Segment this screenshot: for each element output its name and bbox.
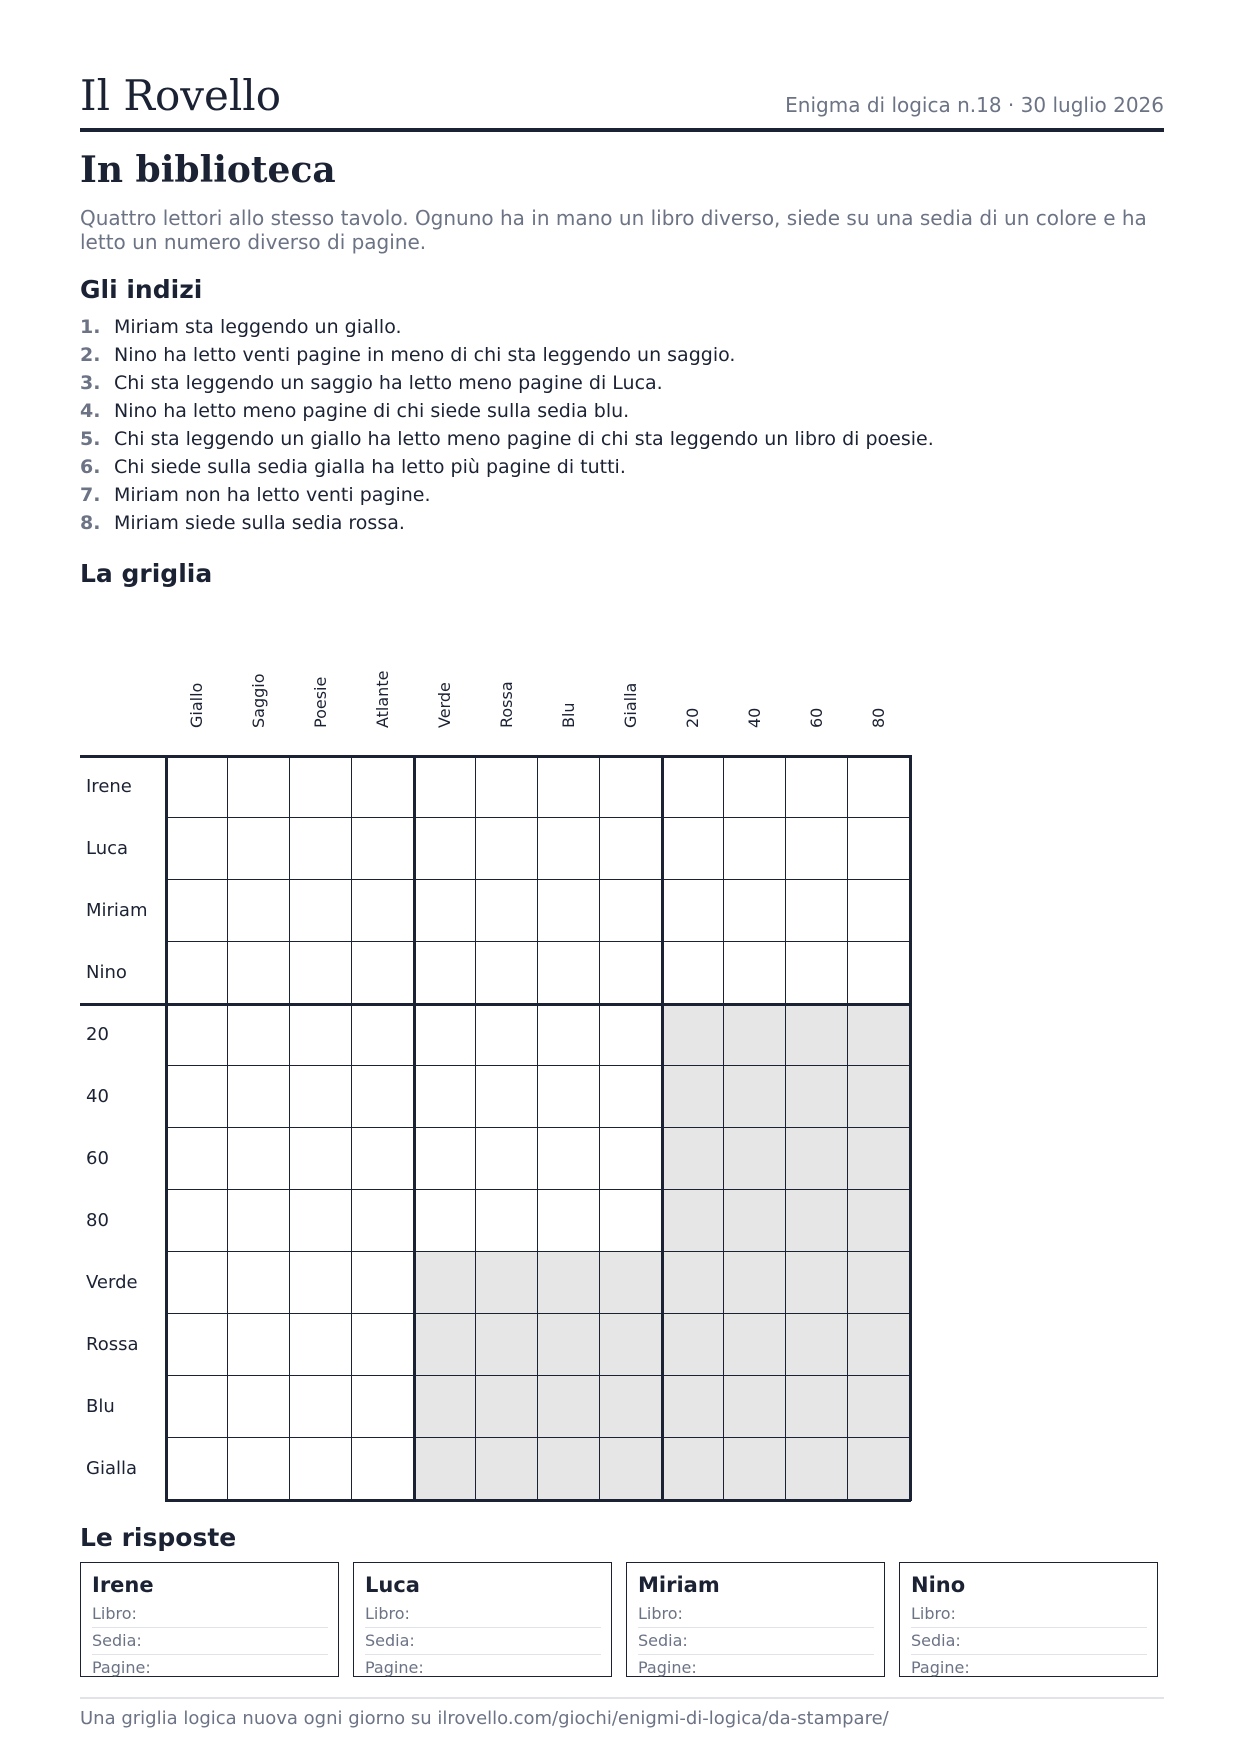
row-header: Verde (86, 1272, 138, 1293)
grid-cell[interactable] (476, 1128, 538, 1190)
grid-cell[interactable] (290, 1190, 352, 1252)
grid-cell[interactable] (352, 942, 414, 1004)
grid-cell[interactable] (476, 880, 538, 942)
grid-cell[interactable] (538, 1066, 600, 1128)
clue-item (80, 369, 934, 397)
column-header (600, 680, 662, 752)
grid-cell[interactable] (600, 880, 662, 942)
grid-cell[interactable] (414, 880, 476, 942)
masthead (80, 70, 1164, 132)
row-header: Gialla (86, 1458, 138, 1479)
clue-number: 4. (80, 400, 101, 422)
grid-cell-disabled (476, 1314, 538, 1376)
row-header: 80 (86, 1210, 109, 1231)
grid-cell[interactable] (848, 880, 910, 942)
grid-cell[interactable] (476, 942, 538, 1004)
grid-cell[interactable] (662, 942, 724, 1004)
column-header-text: Poesie (311, 676, 330, 728)
grid-cell[interactable] (352, 1190, 414, 1252)
answer-box (899, 1562, 1158, 1677)
grid-cell[interactable] (166, 880, 228, 942)
grid-left-border (165, 755, 168, 1501)
grid-cell[interactable] (848, 818, 910, 880)
grid-cell[interactable] (228, 1066, 290, 1128)
column-header-text: Gialla (621, 682, 640, 728)
column-header-text: Saggio (249, 673, 268, 728)
answer-box (80, 1562, 339, 1677)
grid-cell[interactable] (724, 942, 786, 1004)
grid-cell[interactable] (352, 1066, 414, 1128)
grid-cell-disabled (786, 1066, 848, 1128)
grid-cell[interactable] (290, 1314, 352, 1376)
grid-cell-disabled (414, 1376, 476, 1438)
answer-name: Miriam (638, 1573, 720, 1597)
grid-cell[interactable] (352, 1004, 414, 1066)
grid-cell[interactable] (662, 818, 724, 880)
column-header-text: Blu (559, 702, 578, 728)
grid-cell[interactable] (414, 1004, 476, 1066)
grid-cell-disabled (848, 1438, 910, 1500)
grid-cell[interactable] (600, 1128, 662, 1190)
grid-cell[interactable] (538, 1004, 600, 1066)
column-header-text: 80 (869, 707, 888, 728)
answer-field[interactable]: Sedia: (365, 1628, 601, 1655)
grid-cell-disabled (538, 1252, 600, 1314)
column-header (848, 680, 910, 752)
grid-cell[interactable] (352, 880, 414, 942)
answer-field[interactable]: Libro: (638, 1601, 874, 1628)
grid-cell[interactable] (290, 1252, 352, 1314)
puzzle-title: In biblioteca (80, 149, 336, 191)
row-header: Luca (86, 838, 129, 859)
grid-cell-disabled (662, 1376, 724, 1438)
row-header: Rossa (86, 1334, 139, 1355)
grid-cell[interactable] (352, 1376, 414, 1438)
grid-cell[interactable] (414, 1128, 476, 1190)
grid-cell[interactable] (290, 756, 352, 818)
column-header-text: 60 (807, 707, 826, 728)
grid-cell[interactable] (786, 880, 848, 942)
grid-cell[interactable] (724, 880, 786, 942)
grid-cell[interactable] (228, 1190, 290, 1252)
grid-cell[interactable] (414, 942, 476, 1004)
grid-cell-disabled (848, 1066, 910, 1128)
grid-cell[interactable] (290, 1438, 352, 1500)
row-header: Irene (86, 776, 132, 797)
grid-cell[interactable] (538, 1190, 600, 1252)
grid-cell[interactable] (166, 1376, 228, 1438)
grid-cell[interactable] (786, 756, 848, 818)
column-header (414, 680, 476, 752)
clue-item (80, 509, 934, 537)
grid-cell[interactable] (600, 1190, 662, 1252)
grid-cell[interactable] (166, 1314, 228, 1376)
grid-cell[interactable] (166, 1252, 228, 1314)
grid-bottom-border (165, 1499, 911, 1502)
grid-group-divider (413, 755, 416, 1501)
grid-cell-disabled (848, 1190, 910, 1252)
grid-group-divider (661, 755, 664, 1501)
grid-cell[interactable] (476, 818, 538, 880)
clue-text: Chi sta leggendo un giallo ha letto meno pagine di chi sta leggendo un libro di poesie. (114, 428, 934, 450)
grid-cell-disabled (724, 1252, 786, 1314)
grid-cell[interactable] (228, 1376, 290, 1438)
column-header (290, 676, 352, 752)
grid-cell[interactable] (662, 880, 724, 942)
grid-cell-disabled (476, 1438, 538, 1500)
clue-text: Chi siede sulla sedia gialla ha letto più pagine di tutti. (114, 456, 626, 478)
issue-line: Enigma di logica n.18 · 30 luglio 2026 (785, 93, 1164, 117)
grid-cell-disabled (476, 1376, 538, 1438)
grid-cell-disabled (786, 1190, 848, 1252)
grid-cell-disabled (848, 1252, 910, 1314)
clue-item (80, 341, 934, 369)
grid-cell-disabled (724, 1438, 786, 1500)
grid-cell[interactable] (228, 818, 290, 880)
grid-cell[interactable] (476, 756, 538, 818)
clue-text: Chi sta leggendo un saggio ha letto meno pagine di Luca. (114, 372, 663, 394)
clue-number: 6. (80, 456, 101, 478)
clue-number: 2. (80, 344, 101, 366)
grid-cell[interactable] (848, 942, 910, 1004)
grid-group-divider (80, 1003, 911, 1006)
grid-right-border (909, 755, 912, 1501)
clue-item (80, 313, 934, 341)
grid-cell[interactable] (290, 1128, 352, 1190)
answer-name: Nino (911, 1573, 966, 1597)
grid-cell[interactable] (414, 756, 476, 818)
grid-cell[interactable] (786, 942, 848, 1004)
grid-cell-disabled (724, 1004, 786, 1066)
grid-cell[interactable] (228, 1004, 290, 1066)
grid-cell[interactable] (228, 942, 290, 1004)
grid-cell[interactable] (538, 942, 600, 1004)
grid-cell-disabled (848, 1128, 910, 1190)
grid-cell[interactable] (538, 818, 600, 880)
grid-cell[interactable] (228, 1252, 290, 1314)
answer-field[interactable]: Libro: (92, 1601, 328, 1628)
answer-field[interactable]: Libro: (365, 1601, 601, 1628)
grid-cell[interactable] (724, 756, 786, 818)
grid-cell[interactable] (352, 1314, 414, 1376)
grid-cell-disabled (786, 1252, 848, 1314)
grid-cell-disabled (600, 1314, 662, 1376)
grid-cell[interactable] (228, 880, 290, 942)
clue-text: Nino ha letto meno pagine di chi siede sulla sedia blu. (114, 400, 630, 422)
column-header-text: Giallo (187, 682, 206, 728)
puzzle-intro: Quattro lettori allo stesso tavolo. Ognuno ha in mano un libro diverso, siede su una sedia di un colore e ha letto un numero diverso di pagine. (80, 206, 1147, 254)
grid-cell-disabled (538, 1314, 600, 1376)
grid-cell-disabled (786, 1438, 848, 1500)
grid-cell[interactable] (166, 756, 228, 818)
column-header (724, 680, 786, 752)
grid-cell[interactable] (166, 818, 228, 880)
grid-cell-disabled (724, 1314, 786, 1376)
grid-cell[interactable] (600, 818, 662, 880)
grid-cell-disabled (662, 1128, 724, 1190)
column-header-text: Verde (435, 682, 454, 728)
grid-cell-disabled (662, 1190, 724, 1252)
grid-cell[interactable] (290, 880, 352, 942)
column-header (786, 680, 848, 752)
clue-item (80, 453, 934, 481)
answer-name: Luca (365, 1573, 420, 1597)
grid-cell[interactable] (476, 1066, 538, 1128)
answer-name: Irene (92, 1573, 154, 1597)
answer-box (353, 1562, 612, 1677)
clue-text: Miriam non ha letto venti pagine. (114, 484, 431, 506)
grid-cell-disabled (414, 1314, 476, 1376)
column-header (352, 670, 414, 752)
grid-heading: La griglia (80, 559, 213, 588)
grid-cell[interactable] (290, 818, 352, 880)
grid-cell[interactable] (600, 756, 662, 818)
clue-item (80, 397, 934, 425)
row-header: 20 (86, 1024, 109, 1045)
grid-cell-disabled (662, 1314, 724, 1376)
grid-cell-disabled (414, 1252, 476, 1314)
grid-cell[interactable] (166, 1190, 228, 1252)
grid-cell-disabled (786, 1004, 848, 1066)
grid-cell[interactable] (352, 1128, 414, 1190)
answer-field[interactable]: Sedia: (911, 1628, 1147, 1655)
grid-cell[interactable] (166, 1128, 228, 1190)
column-header-text: Atlante (373, 670, 392, 728)
footer-note: Una griglia logica nuova ogni giorno su ilrovello.com/giochi/enigmi-di-logica/da-stampare/ (80, 1697, 1164, 1731)
grid-cell[interactable] (538, 1128, 600, 1190)
grid-cell[interactable] (538, 880, 600, 942)
column-header-text: 20 (683, 707, 702, 728)
clue-item (80, 481, 934, 509)
clues-heading: Gli indizi (80, 275, 203, 304)
grid-cell-disabled (786, 1128, 848, 1190)
column-header (538, 680, 600, 752)
clue-item (80, 425, 934, 453)
grid-cell[interactable] (352, 818, 414, 880)
answer-field[interactable]: Pagine: (92, 1658, 151, 1677)
grid-cell[interactable] (600, 942, 662, 1004)
brand-title: Il Rovello (80, 71, 282, 120)
grid-cell[interactable] (848, 756, 910, 818)
grid-cell-disabled (724, 1376, 786, 1438)
grid-cell[interactable] (290, 1376, 352, 1438)
grid-cell-disabled (476, 1252, 538, 1314)
grid-cell-disabled (848, 1376, 910, 1438)
answer-field[interactable]: Pagine: (638, 1658, 697, 1677)
clue-number: 3. (80, 372, 101, 394)
grid-cell[interactable] (724, 818, 786, 880)
row-header: Miriam (86, 900, 148, 921)
answers-heading: Le risposte (80, 1523, 237, 1552)
grid-cell[interactable] (290, 942, 352, 1004)
clue-list (80, 313, 934, 537)
grid-cell[interactable] (352, 1438, 414, 1500)
row-header: Blu (86, 1396, 115, 1417)
grid-cell[interactable] (414, 818, 476, 880)
clue-number: 8. (80, 512, 101, 534)
grid-cell[interactable] (228, 756, 290, 818)
grid-cell[interactable] (352, 756, 414, 818)
grid-cell[interactable] (166, 942, 228, 1004)
clue-text: Miriam siede sulla sedia rossa. (114, 512, 405, 534)
grid-cell-disabled (662, 1252, 724, 1314)
row-header: 40 (86, 1086, 109, 1107)
grid-cell[interactable] (476, 1190, 538, 1252)
grid-cell-disabled (848, 1314, 910, 1376)
grid-cell-disabled (662, 1438, 724, 1500)
grid-cell[interactable] (228, 1314, 290, 1376)
grid-cell-disabled (414, 1438, 476, 1500)
answer-field[interactable]: Sedia: (638, 1628, 874, 1655)
column-header-text: 40 (745, 707, 764, 728)
grid-cell-disabled (662, 1066, 724, 1128)
grid-cell[interactable] (414, 1066, 476, 1128)
grid-cell[interactable] (538, 756, 600, 818)
grid-cell-disabled (848, 1004, 910, 1066)
row-header: Nino (86, 962, 127, 983)
grid-cell[interactable] (414, 1190, 476, 1252)
column-header (228, 673, 290, 752)
grid-cell-disabled (724, 1066, 786, 1128)
grid-cell-disabled (538, 1376, 600, 1438)
grid-cell[interactable] (476, 1004, 538, 1066)
column-header (476, 680, 538, 752)
logic-grid (80, 670, 910, 1506)
grid-cell[interactable] (290, 1066, 352, 1128)
answer-field[interactable]: Pagine: (365, 1658, 424, 1677)
grid-cell[interactable] (662, 756, 724, 818)
grid-cell[interactable] (228, 1128, 290, 1190)
clue-number: 7. (80, 484, 101, 506)
clue-number: 5. (80, 428, 101, 450)
clue-number: 1. (80, 316, 101, 338)
column-header-text: Rossa (497, 681, 516, 728)
grid-cell-disabled (600, 1252, 662, 1314)
grid-cell-disabled (786, 1314, 848, 1376)
grid-cell[interactable] (166, 1004, 228, 1066)
grid-cell[interactable] (786, 818, 848, 880)
grid-cell[interactable] (228, 1438, 290, 1500)
grid-cell-disabled (724, 1190, 786, 1252)
row-header: 60 (86, 1148, 109, 1169)
grid-cell[interactable] (166, 1438, 228, 1500)
grid-cell-disabled (600, 1438, 662, 1500)
answer-box (626, 1562, 885, 1677)
grid-top-border (80, 755, 911, 758)
grid-cell-disabled (662, 1004, 724, 1066)
grid-cell[interactable] (290, 1004, 352, 1066)
grid-cell[interactable] (600, 1004, 662, 1066)
answer-field[interactable]: Libro: (911, 1601, 1147, 1628)
grid-cell[interactable] (600, 1066, 662, 1128)
clue-text: Miriam sta leggendo un giallo. (114, 316, 402, 338)
grid-cell-disabled (538, 1438, 600, 1500)
clue-text: Nino ha letto venti pagine in meno di chi sta leggendo un saggio. (114, 344, 736, 366)
grid-cell-disabled (724, 1128, 786, 1190)
answer-field[interactable]: Pagine: (911, 1658, 970, 1677)
column-header (166, 680, 228, 752)
grid-cell[interactable] (166, 1066, 228, 1128)
grid-cell[interactable] (352, 1252, 414, 1314)
grid-cell-disabled (786, 1376, 848, 1438)
grid-cell-disabled (600, 1376, 662, 1438)
answer-field[interactable]: Sedia: (92, 1628, 328, 1655)
column-header (662, 680, 724, 752)
